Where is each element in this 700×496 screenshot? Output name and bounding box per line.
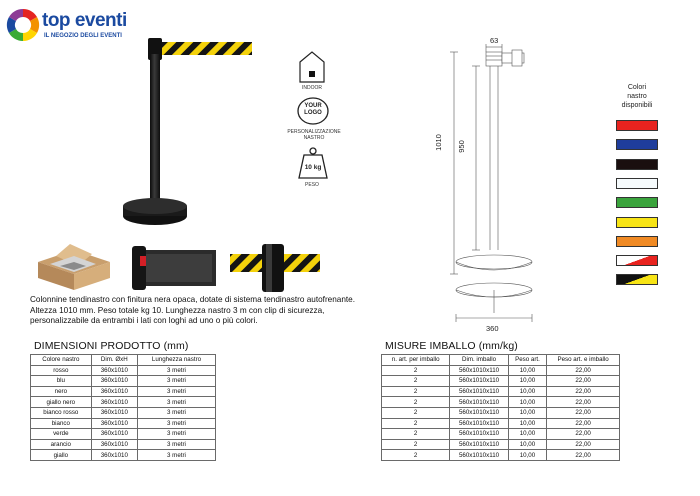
dim-cell: bianco [31, 418, 92, 429]
color-swatch-bianco [616, 178, 658, 189]
dim-cell: 360x1010 [91, 418, 137, 429]
pack-cell: 22,00 [547, 376, 620, 387]
pack-cell: 2 [382, 386, 450, 397]
table-row [31, 386, 216, 397]
dim-cell: 3 metri [137, 376, 215, 387]
product-description: Colonnine tendinastro con finitura nera opaca, dotate di sistema tendinastro autofrenante. Altezza 1010 mm. Peso totale kg 10. Lunghezza nastro 3 m con clip di sicurezza, personalizzabile da entrambi i lati con loghi ad uno o più colori. [30, 295, 355, 325]
table-row [31, 365, 216, 376]
table-row [31, 376, 216, 387]
pack-cell: 2 [382, 439, 450, 450]
pack-cell: 22,00 [547, 450, 620, 461]
table-row [382, 450, 620, 461]
dim-cell: 360x1010 [91, 450, 137, 461]
dim-cell: 3 metri [137, 450, 215, 461]
pack-cell: 560x1010x110 [450, 407, 508, 418]
colors-title [609, 83, 665, 110]
dim-cell: bianco rosso [31, 407, 92, 418]
dimensions-table [30, 354, 216, 461]
pack-cell: 10,00 [508, 439, 547, 450]
dim-cell: 3 metri [137, 365, 215, 376]
dimensions-title: DIMENSIONI PRODOTTO (mm) [34, 340, 189, 352]
table-row [31, 418, 216, 429]
pack-cell: 10,00 [508, 418, 547, 429]
color-swatch-arancio [616, 236, 658, 247]
pack-cell: 560x1010x110 [450, 386, 508, 397]
pack-cell: 22,00 [547, 418, 620, 429]
weight-caption: PESO [305, 182, 319, 188]
logo-swirl-icon [6, 6, 40, 44]
pack-cell: 560x1010x110 [450, 397, 508, 408]
dim-cell: 360x1010 [91, 429, 137, 440]
dim-cell: 3 metri [137, 429, 215, 440]
dim-cell: 360x1010 [91, 376, 137, 387]
dim-cell: 3 metri [137, 439, 215, 450]
dim-cell: 360x1010 [91, 365, 137, 376]
dim-header: Lunghezza nastro [137, 355, 215, 366]
pack-cell: 10,00 [508, 376, 547, 387]
pack-cell: 2 [382, 450, 450, 461]
pack-cell: 2 [382, 365, 450, 376]
pack-header: n. art. per imballo [382, 355, 450, 366]
table-row [382, 429, 620, 440]
brand-tagline: IL NEGOZIO DEGLI EVENTI [44, 33, 122, 39]
pack-cell: 560x1010x110 [450, 450, 508, 461]
your-logo-text-2: LOGO [304, 110, 322, 116]
dim-cell: giallo nero [31, 397, 92, 408]
pack-cell: 10,00 [508, 407, 547, 418]
dim-header: Colore nastro [31, 355, 92, 366]
colors-title-1: Colori [627, 84, 647, 91]
pack-cell: 10,00 [508, 386, 547, 397]
pack-cell: 22,00 [547, 429, 620, 440]
table-row [382, 439, 620, 450]
pack-cell: 22,00 [547, 407, 620, 418]
dim-cell: verde [31, 429, 92, 440]
pack-cell: 2 [382, 418, 450, 429]
brand-name: top eventi [42, 10, 127, 31]
color-swatch-verde [616, 197, 658, 208]
indoor-caption: INDOOR [302, 85, 322, 91]
table-row [382, 397, 620, 408]
weight-value: 10 kg [304, 164, 322, 171]
table-row [31, 429, 216, 440]
color-swatch-giallo-nero [616, 274, 658, 285]
table-row [31, 397, 216, 408]
dim-cell: 360x1010 [91, 386, 137, 397]
your-logo-icon [296, 96, 330, 126]
dim-cell: 3 metri [137, 418, 215, 429]
pack-cell: 22,00 [547, 365, 620, 376]
color-swatch-blu [616, 139, 658, 150]
pack-cell: 10,00 [508, 397, 547, 408]
dim-cell: 3 metri [137, 407, 215, 418]
table-row [31, 450, 216, 461]
table-row [382, 376, 620, 387]
pack-cell: 560x1010x110 [450, 365, 508, 376]
indoor-icon [297, 50, 327, 84]
dim-cell: 360x1010 [91, 439, 137, 450]
packaging-table [381, 354, 620, 461]
table-row [382, 418, 620, 429]
dim-cell: 3 metri [137, 397, 215, 408]
pack-cell: 2 [382, 407, 450, 418]
pack-cell: 22,00 [547, 439, 620, 450]
dim-base-width: 360 [486, 324, 499, 333]
color-swatch-nero [616, 159, 658, 170]
dim-cell: blu [31, 376, 92, 387]
pack-cell: 10,00 [508, 429, 547, 440]
table-row [382, 407, 620, 418]
pack-cell: 10,00 [508, 450, 547, 461]
pack-cell: 2 [382, 376, 450, 387]
table-row [31, 407, 216, 418]
dim-cell: giallo [31, 450, 92, 461]
belt-cassette-photo [130, 240, 220, 292]
pack-cell: 2 [382, 397, 450, 408]
pack-header: Peso art. e imballo [547, 355, 620, 366]
colors-title-2: nastro [627, 93, 647, 100]
dim-cell: arancio [31, 439, 92, 450]
pack-cell: 22,00 [547, 397, 620, 408]
your-logo-text-1: YOUR [304, 103, 322, 109]
dim-cell: 360x1010 [91, 407, 137, 418]
table-row [382, 386, 620, 397]
belt-detail-photo [230, 240, 320, 292]
pack-cell: 560x1010x110 [450, 376, 508, 387]
pack-header: Dim. imballo [450, 355, 508, 366]
stanchion-photo [112, 30, 262, 230]
pack-cell: 22,00 [547, 386, 620, 397]
dim-post-height: 950 [456, 140, 466, 153]
pack-cell: 10,00 [508, 365, 547, 376]
table-row [31, 439, 216, 450]
packaging-title: MISURE IMBALLO (mm/kg) [385, 340, 518, 352]
dim-cell: rosso [31, 365, 92, 376]
dim-cell: nero [31, 386, 92, 397]
pack-cell: 560x1010x110 [450, 429, 508, 440]
colors-title-3: disponibili [621, 102, 653, 109]
technical-drawing [450, 38, 600, 338]
pack-cell: 2 [382, 429, 450, 440]
color-swatch-rosso [616, 120, 658, 131]
color-swatch-bianco-rosso [616, 255, 658, 266]
personalization-caption: PERSONALIZZAZIONE NASTRO [287, 129, 341, 141]
dim-cell: 3 metri [137, 386, 215, 397]
dim-header: Dim. ØxH [91, 355, 137, 366]
packaging-photo [30, 240, 118, 292]
pack-cell: 560x1010x110 [450, 439, 508, 450]
table-row [382, 365, 620, 376]
weight-icon [297, 146, 329, 180]
dim-total-height: 1010 [433, 134, 443, 151]
dim-top-width: 63 [490, 36, 499, 45]
pack-cell: 560x1010x110 [450, 418, 508, 429]
dim-cell: 360x1010 [91, 397, 137, 408]
pack-header: Peso art. [508, 355, 547, 366]
color-swatch-giallo [616, 217, 658, 228]
